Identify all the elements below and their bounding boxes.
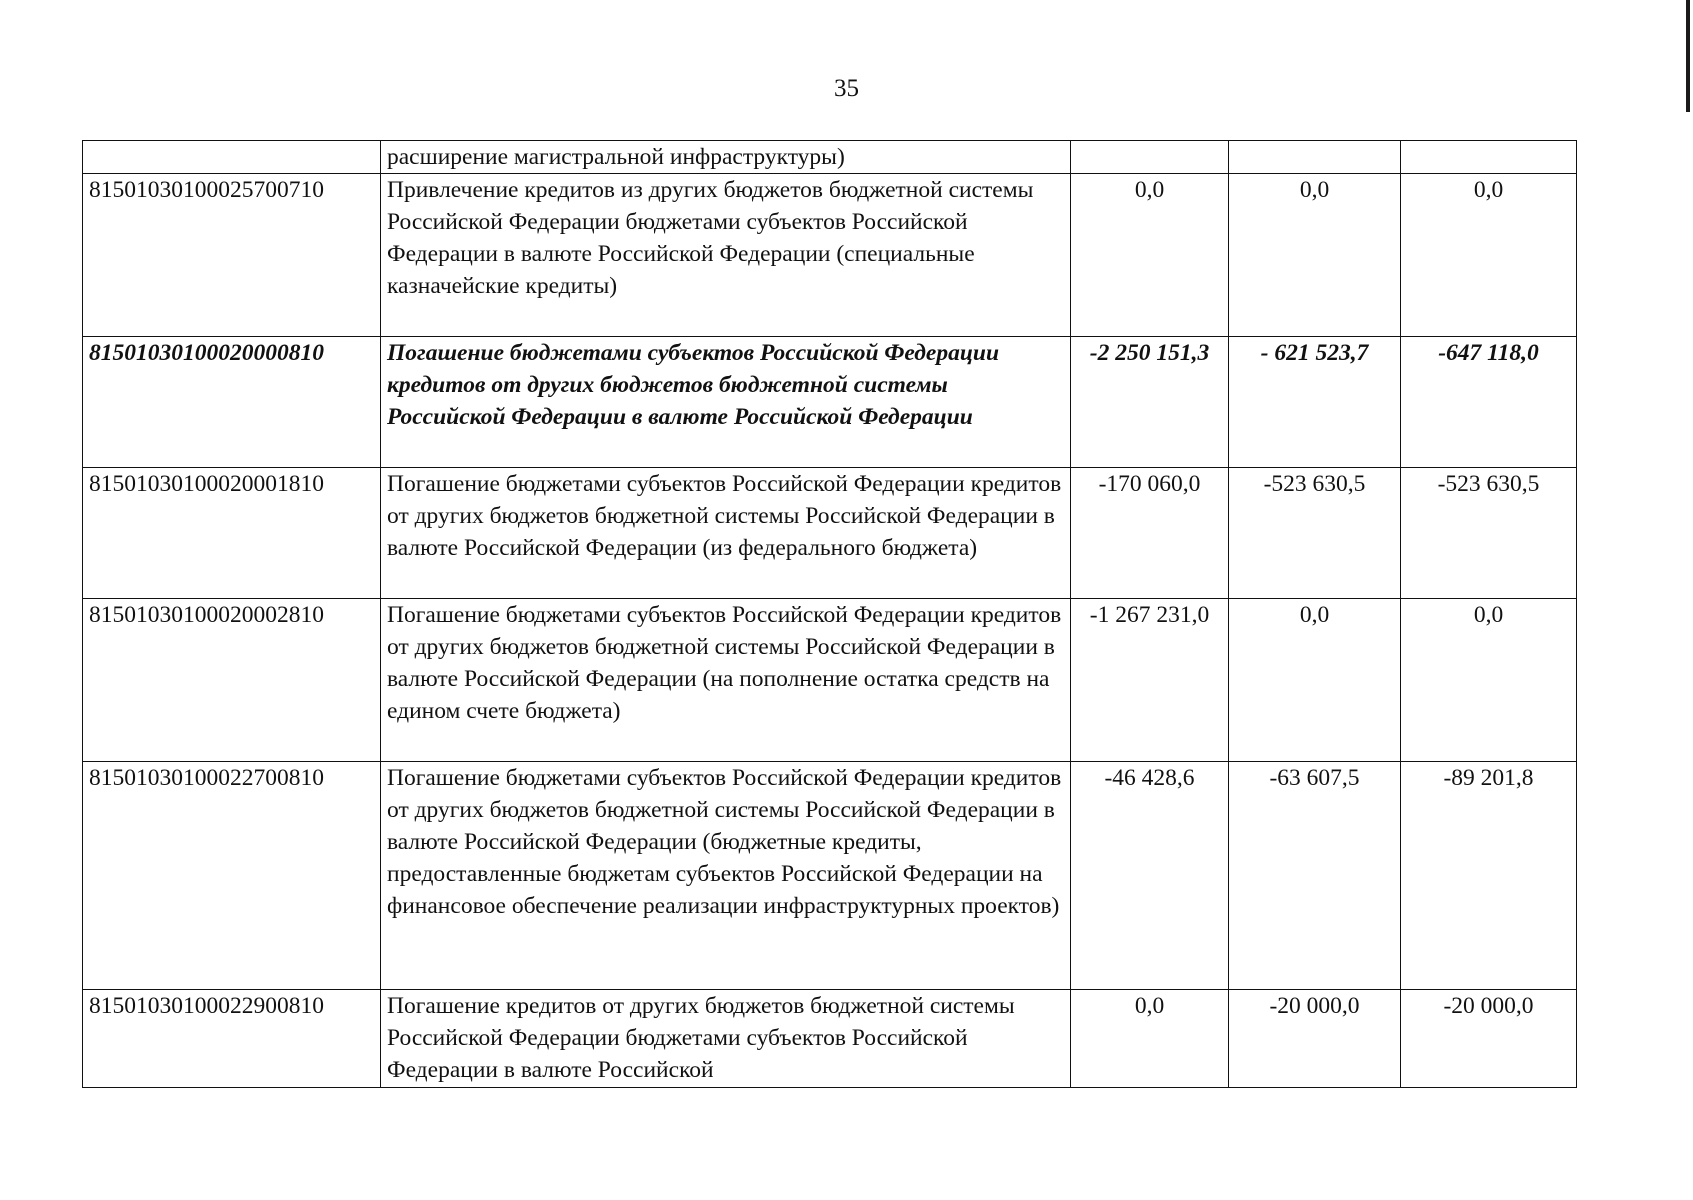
scan-edge-mark [1686, 0, 1690, 112]
value-col-2 [1229, 141, 1401, 174]
value-col-3: -89 201,8 [1401, 762, 1577, 990]
value-col-3: -647 118,0 [1401, 337, 1577, 468]
value-col-1: 0,0 [1071, 990, 1229, 1088]
value-col-1: -46 428,6 [1071, 762, 1229, 990]
table-row [83, 468, 1577, 599]
value-col-1: -2 250 151,3 [1071, 337, 1229, 468]
value-col-2: 0,0 [1229, 174, 1401, 337]
table-row [83, 990, 1577, 1088]
row-description: расширение магистральной инфраструктуры) [381, 141, 1071, 174]
value-col-2: 0,0 [1229, 599, 1401, 762]
value-col-2: -523 630,5 [1229, 468, 1401, 599]
row-description: Погашение бюджетами субъектов Российской Федерации кредитов от других бюджетов бюджетной системы Российской Федерации в валюте Российской Федерации (из федерального бюджета) [381, 468, 1071, 599]
value-col-3: 0,0 [1401, 599, 1577, 762]
row-code [83, 141, 381, 174]
value-col-3: -523 630,5 [1401, 468, 1577, 599]
value-col-1: -170 060,0 [1071, 468, 1229, 599]
row-code: 81501030100025700710 [83, 174, 381, 337]
row-code: 81501030100020002810 [83, 599, 381, 762]
table-row [83, 174, 1577, 337]
row-code: 81501030100022700810 [83, 762, 381, 990]
table-row-summary [83, 337, 1577, 468]
value-col-2: - 621 523,7 [1229, 337, 1401, 468]
value-col-2: -20 000,0 [1229, 990, 1401, 1088]
table-row [83, 762, 1577, 990]
row-description: Погашение кредитов от других бюджетов бюджетной системы Российской Федерации бюджетами субъектов Российской Федерации в валюте Российской [381, 990, 1071, 1088]
row-code: 81501030100020001810 [83, 468, 381, 599]
row-description: Погашение бюджетами субъектов Российской Федерации кредитов от других бюджетов бюджетной системы Российской Федерации в валюте Российской Федерации (на пополнение остатка средств на едином счете бюджета) [381, 599, 1071, 762]
row-code: 81501030100020000810 [83, 337, 381, 468]
row-description: Погашение бюджетами субъектов Российской Федерации кредитов от других бюджетов бюджетной системы Российской Федерации в валюте Российской Федерации [381, 337, 1071, 468]
value-col-3 [1401, 141, 1577, 174]
value-col-1: -1 267 231,0 [1071, 599, 1229, 762]
value-col-3: 0,0 [1401, 174, 1577, 337]
budget-table [82, 140, 1577, 1088]
value-col-2: -63 607,5 [1229, 762, 1401, 990]
page-number: 35 [834, 75, 859, 102]
row-description: Погашение бюджетами субъектов Российской Федерации кредитов от других бюджетов бюджетной системы Российской Федерации в валюте Российской Федерации (бюджетные кредиты, предоставленные бюджетам субъектов Российской Федерации на финансовое обеспечение реализации инфраструктурных проектов) [381, 762, 1071, 990]
row-code: 81501030100022900810 [83, 990, 381, 1088]
value-col-1: 0,0 [1071, 174, 1229, 337]
row-description: Привлечение кредитов из других бюджетов бюджетной системы Российской Федерации бюджетами субъектов Российской Федерации в валюте Российской Федерации (специальные казначейские кредиты) [381, 174, 1071, 337]
table-row [83, 141, 1577, 174]
value-col-1 [1071, 141, 1229, 174]
table-row [83, 599, 1577, 762]
value-col-3: -20 000,0 [1401, 990, 1577, 1088]
